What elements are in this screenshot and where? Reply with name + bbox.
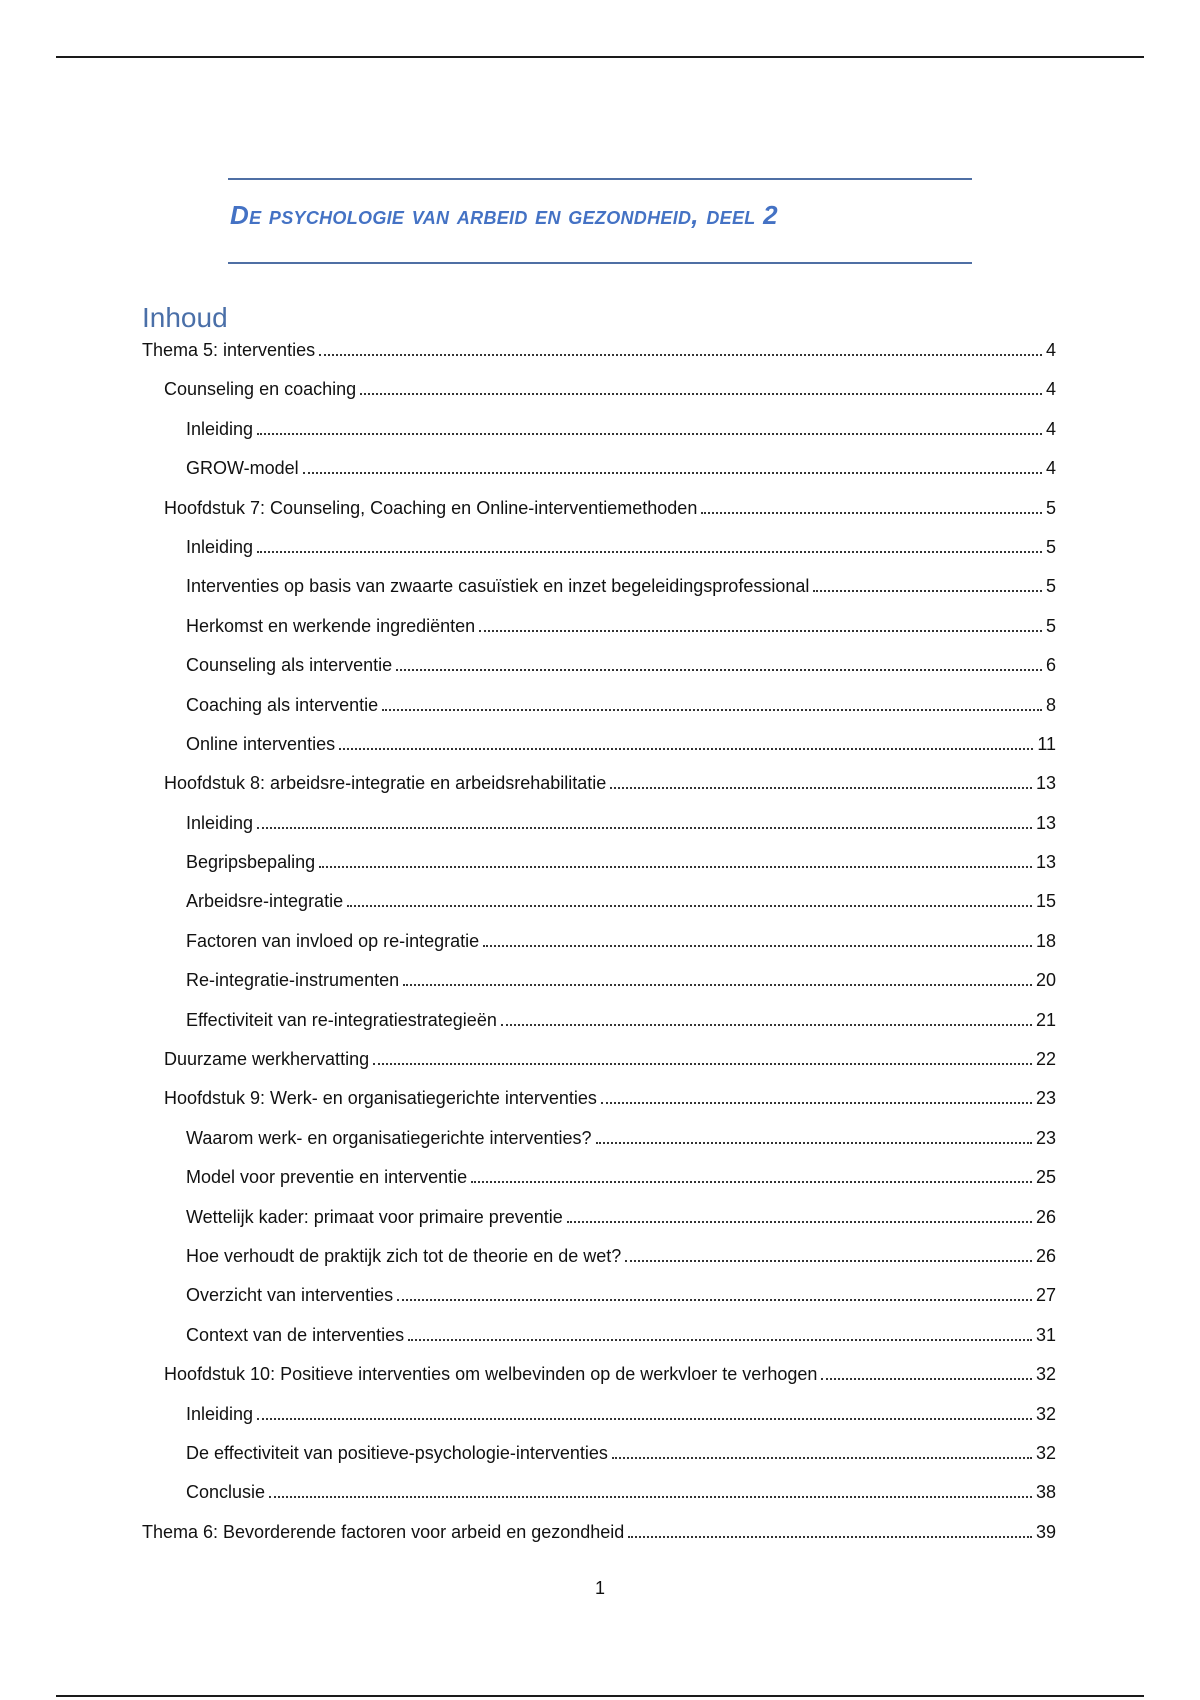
title-block — [228, 178, 972, 264]
toc-entry[interactable] — [142, 1521, 1056, 1543]
toc-entry-label[interactable]: Inleiding — [186, 1403, 254, 1424]
toc-entry-page[interactable]: 4 — [1045, 458, 1056, 479]
toc-dot-leader — [373, 1049, 1032, 1065]
toc-dot-leader — [813, 576, 1042, 592]
toc-entry-label[interactable]: Conclusie — [186, 1482, 266, 1503]
toc-dot-leader — [382, 695, 1042, 711]
toc-entry-page[interactable]: 31 — [1035, 1324, 1056, 1345]
toc-dot-leader — [821, 1364, 1032, 1380]
toc-entry[interactable] — [142, 1206, 1056, 1228]
toc-dot-leader — [397, 1285, 1032, 1301]
toc-entry-label[interactable]: Hoofdstuk 9: Werk- en organisatiegerichte interventies — [164, 1088, 597, 1109]
toc-dot-leader — [596, 1128, 1032, 1144]
toc-dot-leader — [628, 1522, 1032, 1538]
toc-entry-label[interactable]: Context van de interventies — [186, 1324, 405, 1345]
toc-entry[interactable] — [142, 575, 1056, 597]
toc-entry-label[interactable]: Effectiviteit van re-integratiestrategieën — [186, 1009, 497, 1030]
toc-dot-leader — [257, 813, 1032, 829]
toc-entry-page[interactable]: 15 — [1035, 891, 1056, 912]
toc-entry[interactable] — [142, 497, 1056, 519]
toc-entry[interactable] — [142, 378, 1056, 400]
toc-dot-leader — [601, 1088, 1032, 1104]
toc-entry-page[interactable]: 4 — [1045, 340, 1056, 360]
toc-dot-leader — [269, 1482, 1032, 1498]
toc-entry-page[interactable]: 11 — [1037, 733, 1056, 754]
toc-entry-label[interactable]: Inleiding — [186, 536, 254, 557]
toc-entry[interactable] — [142, 1363, 1056, 1385]
toc-entry-page[interactable]: 25 — [1035, 1167, 1056, 1188]
toc-entry[interactable] — [142, 1087, 1056, 1109]
toc-entry-label[interactable]: Re-integratie-instrumenten — [186, 970, 400, 991]
page-bottom-rule — [56, 1695, 1144, 1697]
toc-dot-leader — [360, 379, 1042, 395]
toc-entry-page[interactable]: 21 — [1035, 1009, 1056, 1030]
toc-entry-page[interactable]: 4 — [1045, 379, 1056, 400]
toc-entry-page[interactable]: 6 — [1045, 655, 1056, 676]
toc-dot-leader — [339, 734, 1033, 750]
toc-entry-page[interactable]: 32 — [1035, 1403, 1056, 1424]
toc-entry-label[interactable]: Coaching als interventie — [186, 694, 379, 715]
toc-entry-page[interactable]: 13 — [1035, 852, 1056, 873]
toc-entry-label[interactable]: Inleiding — [186, 812, 254, 833]
toc-entry[interactable] — [142, 1048, 1056, 1070]
toc-entry-page[interactable]: 4 — [1045, 418, 1056, 439]
toc-entry-label[interactable]: Hoofdstuk 7: Counseling, Coaching en Online-interventiemethoden — [164, 497, 698, 518]
toc-entry-page[interactable]: 39 — [1035, 1521, 1056, 1542]
toc-entry-label[interactable]: Counseling als interventie — [186, 655, 393, 676]
toc-entry-label[interactable]: Hoofdstuk 8: arbeidsre-integratie en arbeidsrehabilitatie — [164, 773, 607, 794]
toc-entry-label[interactable]: Begripsbepaling — [186, 852, 316, 873]
toc-entry[interactable] — [142, 1009, 1056, 1031]
toc-dot-leader — [319, 852, 1032, 868]
toc-entry[interactable] — [142, 890, 1056, 912]
toc-dot-leader — [471, 1167, 1032, 1183]
toc-entry-page[interactable]: 27 — [1035, 1285, 1056, 1306]
toc-dot-leader — [403, 970, 1032, 986]
toc-entry[interactable] — [142, 733, 1056, 755]
toc-entry-page[interactable]: 18 — [1035, 930, 1056, 951]
toc-dot-leader — [396, 655, 1042, 671]
toc-entry[interactable] — [142, 1245, 1056, 1267]
toc-entry[interactable] — [142, 694, 1056, 716]
toc-entry-label[interactable]: Hoofdstuk 10: Positieve interventies om welbevinden op de werkvloer te verhogen — [164, 1364, 818, 1385]
toc-entry-label[interactable]: GROW-model — [186, 458, 299, 479]
page-number: 1 — [594, 1578, 605, 1598]
toc-entry-label[interactable]: Duurzame werkhervatting — [164, 1049, 370, 1070]
toc-dot-leader — [701, 498, 1042, 514]
toc-entry-label[interactable]: Online interventies — [186, 733, 336, 754]
toc-entry-label[interactable]: Herkomst en werkende ingrediënten — [186, 615, 476, 636]
toc-entry-page[interactable]: 22 — [1035, 1049, 1056, 1070]
document-title: De psychologie van arbeid en gezondheid, deel 2 — [230, 200, 778, 230]
toc-dot-leader — [567, 1207, 1032, 1223]
toc-entry-page[interactable]: 8 — [1045, 694, 1056, 715]
toc-dot-leader — [610, 773, 1032, 789]
toc-entry-page[interactable]: 26 — [1035, 1206, 1056, 1227]
toc-entry-label[interactable]: Model voor preventie en interventie — [186, 1167, 468, 1188]
toc-entry[interactable] — [142, 457, 1056, 479]
toc-entry-label[interactable]: Counseling en coaching — [164, 379, 357, 400]
toc-entry-page[interactable]: 20 — [1035, 970, 1056, 991]
toc-entry-page[interactable]: 13 — [1035, 773, 1056, 794]
toc-dot-leader — [257, 537, 1042, 553]
toc-dot-leader — [303, 458, 1042, 474]
toc-entry[interactable] — [142, 969, 1056, 991]
toc-dot-leader — [625, 1246, 1032, 1262]
toc-dot-leader — [612, 1443, 1032, 1459]
toc-dot-leader — [501, 1010, 1032, 1026]
toc-entry-page[interactable]: 26 — [1035, 1245, 1056, 1266]
toc-dot-leader — [479, 616, 1042, 632]
page-top-rule — [56, 56, 1144, 58]
toc-entry[interactable] — [142, 1403, 1056, 1425]
toc-dot-leader — [257, 419, 1042, 435]
toc-entry[interactable] — [142, 772, 1056, 794]
toc-entry-label[interactable]: Arbeidsre-integratie — [186, 891, 344, 912]
title-rule-upper — [228, 178, 972, 180]
toc-entry-page[interactable]: 32 — [1035, 1442, 1056, 1463]
toc-entry[interactable] — [142, 1166, 1056, 1188]
toc-entry[interactable] — [142, 615, 1056, 637]
toc-entry-page[interactable]: 13 — [1035, 812, 1056, 833]
toc-entry[interactable] — [142, 1127, 1056, 1149]
toc-entry[interactable] — [142, 1324, 1056, 1346]
toc-entry-page[interactable]: 5 — [1045, 615, 1056, 636]
table-of-contents — [142, 339, 1056, 1560]
toc-entry-page[interactable]: 5 — [1045, 576, 1056, 597]
toc-dot-leader — [347, 891, 1032, 907]
toc-entry-label[interactable]: Interventies op basis van zwaarte casuïstiek en inzet begeleidingsprofessional — [186, 576, 810, 597]
toc-entry-label[interactable]: Wettelijk kader: primaat voor primaire preventie — [186, 1206, 563, 1227]
toc-entry[interactable] — [142, 1284, 1056, 1306]
toc-entry-label[interactable]: Overzicht van interventies — [186, 1285, 394, 1306]
toc-entry[interactable] — [142, 418, 1056, 440]
toc-entry[interactable] — [142, 851, 1056, 873]
toc-dot-leader — [408, 1325, 1032, 1341]
toc-entry-label[interactable]: Hoe verhoudt de praktijk zich tot de theorie en de wet? — [186, 1245, 622, 1266]
toc-entry-label[interactable]: Waarom werk- en organisatiegerichte interventies? — [186, 1127, 592, 1148]
toc-entry[interactable] — [142, 930, 1056, 952]
toc-entry[interactable] — [142, 339, 1056, 361]
toc-entry-page[interactable]: 23 — [1035, 1127, 1056, 1148]
toc-entry[interactable] — [142, 536, 1056, 558]
toc-entry[interactable] — [142, 1442, 1056, 1464]
toc-entry-label[interactable]: De effectiviteit van positieve-psychologie-interventies — [186, 1442, 608, 1463]
toc-dot-leader — [483, 931, 1032, 947]
toc-entry-page[interactable]: 38 — [1035, 1482, 1056, 1503]
toc-entry-label[interactable]: Thema 5: interventies — [142, 340, 316, 360]
toc-entry-label[interactable]: Thema 6: Bevorderende factoren voor arbeid en gezondheid — [142, 1521, 625, 1542]
toc-entry-label[interactable]: Factoren van invloed op re-integratie — [186, 930, 480, 951]
toc-entry-page[interactable]: 5 — [1045, 536, 1056, 557]
toc-entry-label[interactable]: Inleiding — [186, 418, 254, 439]
toc-entry-page[interactable]: 32 — [1035, 1364, 1056, 1385]
toc-entry[interactable] — [142, 1481, 1056, 1503]
toc-entry[interactable] — [142, 812, 1056, 834]
title-rule-lower — [228, 262, 972, 264]
toc-entry[interactable] — [142, 654, 1056, 676]
toc-heading: Inhoud — [142, 302, 228, 333]
toc-dot-leader — [257, 1404, 1032, 1420]
toc-entry-page[interactable]: 23 — [1035, 1088, 1056, 1109]
toc-entry-page[interactable]: 5 — [1045, 497, 1056, 518]
toc-dot-leader — [319, 340, 1042, 356]
